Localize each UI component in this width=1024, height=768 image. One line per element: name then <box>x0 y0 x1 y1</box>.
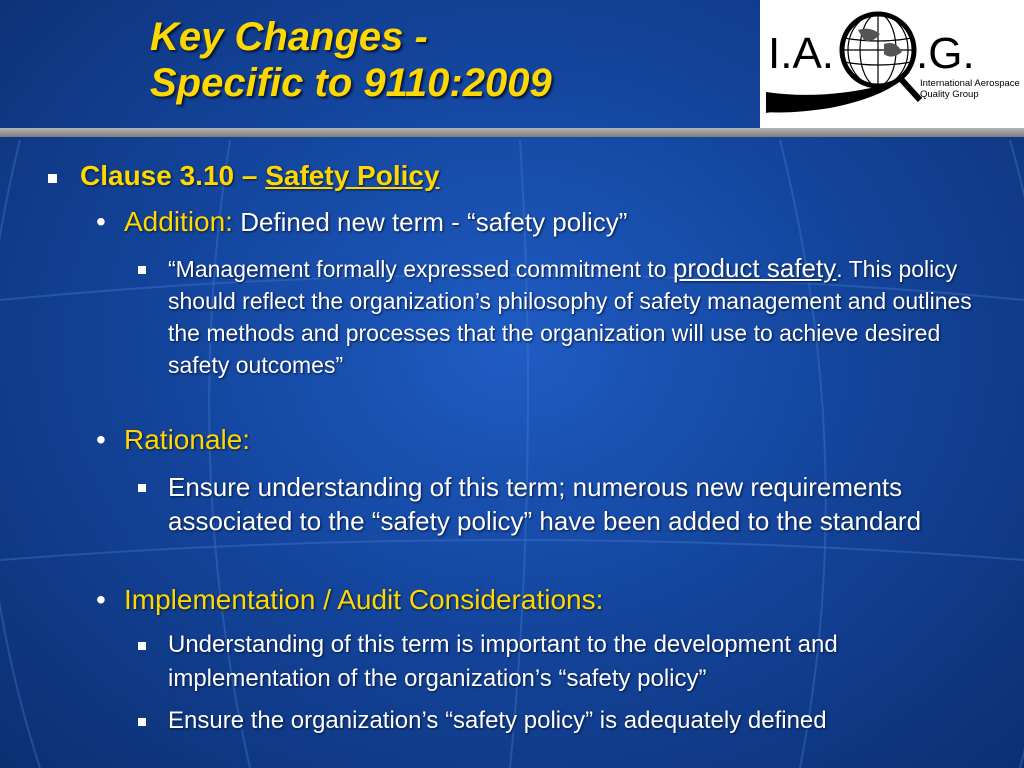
addition-label: Addition: <box>124 206 233 237</box>
logo-letters-left: I.A. <box>768 29 835 78</box>
clause-heading <box>80 160 440 192</box>
implementation-heading: Implementation / Audit Considerations: <box>124 584 604 615</box>
clause-prefix: Clause 3.10 – <box>80 160 266 191</box>
logo-caption-2: Quality Group <box>920 89 979 100</box>
bullet-dot: • <box>96 424 106 455</box>
title-line-2: Specific to 9110:2009 <box>150 61 552 105</box>
logo-letters-right: .G. <box>916 29 975 78</box>
implementation-item-2: Ensure the organization’s “safety policy” is adequately defined <box>168 707 827 734</box>
logo-caption-1: International Aerospace <box>920 78 1020 89</box>
bullet-square-small <box>138 718 146 726</box>
clause-title: Safety Policy <box>265 160 440 191</box>
rationale-item: Ensure understanding of this term; numerous new requirements associated to the “safety policy” have been added to the standard <box>168 472 922 536</box>
bullet-square-small <box>138 266 146 274</box>
title-line-1: Key Changes - <box>150 15 428 59</box>
bullet-square-small <box>138 642 146 650</box>
definition-quote <box>168 252 988 381</box>
quote-before: “Management formally expressed commitment to <box>168 256 673 282</box>
quote-after: . This policy should reflect the organization’s philosophy of safety management and outlines the methods and processes that the organization will use to achieve desired safety outcomes” <box>168 256 972 378</box>
bullet-dot: • <box>96 206 106 237</box>
quote-underlined: product safety <box>672 253 837 283</box>
implementation-item-1: Understanding of this term is important to the development and implementation of the organization’s “safety policy” <box>168 631 838 692</box>
bullet-square <box>48 174 57 183</box>
bullet-square-small <box>138 484 146 492</box>
bullet-dot: • <box>96 584 106 615</box>
rationale-heading: Rationale: <box>124 424 251 455</box>
addition-text: Defined new term - “safety policy” <box>232 207 628 237</box>
addition-heading <box>124 206 627 238</box>
